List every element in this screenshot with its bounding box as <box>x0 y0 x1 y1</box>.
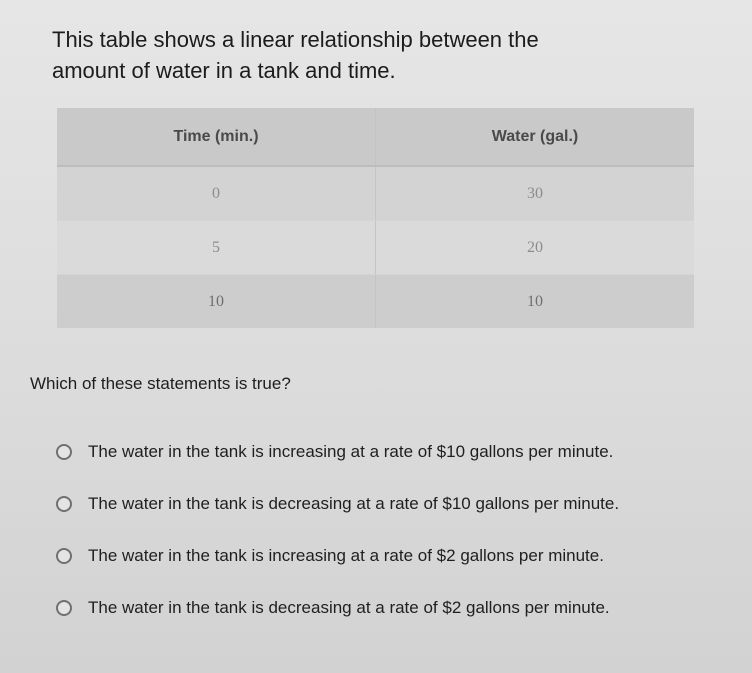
option-label: The water in the tank is decreasing at a rate of $2 gallons per minute. <box>88 598 610 617</box>
option-label: The water in the tank is decreasing at a rate of $10 gallons per minute. <box>88 494 620 513</box>
radio-button[interactable] <box>56 548 72 564</box>
intro-line-2: amount of water in a tank and time. <box>52 58 396 83</box>
answer-option-2[interactable] <box>52 478 742 530</box>
answer-option-3[interactable] <box>52 530 742 582</box>
table-row <box>57 221 694 275</box>
header-time: Time (min.) <box>57 108 376 166</box>
data-table-container <box>57 108 694 326</box>
radio-button[interactable] <box>56 600 72 616</box>
cell-time: 0 <box>57 166 376 221</box>
intro-text <box>52 24 652 86</box>
table-row <box>57 166 694 221</box>
radio-button[interactable] <box>56 496 72 512</box>
cell-water: 10 <box>376 275 695 329</box>
header-water: Water (gal.) <box>376 108 695 166</box>
cell-time: 5 <box>57 221 376 275</box>
cell-water: 20 <box>376 221 695 275</box>
intro-line-1: This table shows a linear relationship between the <box>52 27 539 52</box>
table-header-row <box>57 108 694 166</box>
answer-option-4[interactable] <box>52 582 742 634</box>
radio-button[interactable] <box>56 444 72 460</box>
option-label: The water in the tank is increasing at a rate of $2 gallons per minute. <box>88 546 604 565</box>
cell-time: 10 <box>57 275 376 329</box>
cell-water: 30 <box>376 166 695 221</box>
option-label: The water in the tank is increasing at a rate of $10 gallons per minute. <box>88 442 614 461</box>
answer-option-1[interactable] <box>52 426 742 478</box>
question-text: Which of these statements is true? <box>30 374 291 393</box>
table-row <box>57 275 694 329</box>
time-water-table <box>57 108 694 328</box>
answer-options <box>52 426 742 634</box>
